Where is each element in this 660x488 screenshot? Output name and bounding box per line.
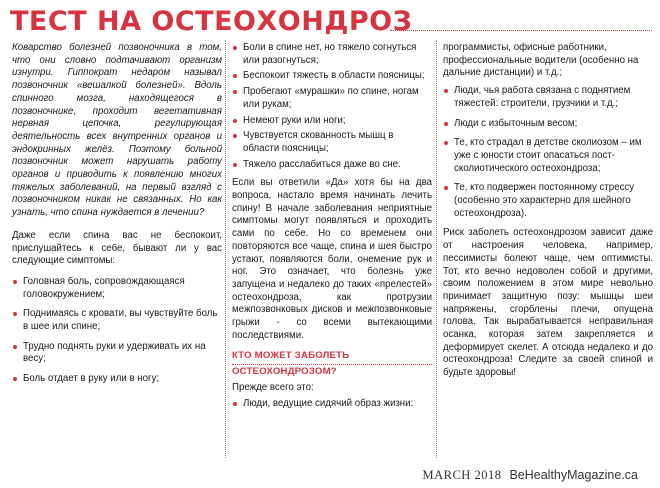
list-item: Люди, чья работа связана с поднятием тяжестей: строители, грузчики и т.д.; <box>443 85 653 110</box>
list-item: Головная боль, сопровождающаяся головокружением; <box>12 276 222 301</box>
list-item: Трудно поднять руки и удерживать их на весу; <box>12 341 222 366</box>
subheading-line-2: ОСТЕОХОНДРОЗОМ? <box>232 365 337 377</box>
section-subheading <box>232 350 432 378</box>
list-item: Те, кто страдал в детстве сколиозом – им уже с юности стоит опасаться пост-сколиотического остеохондроза; <box>443 137 653 175</box>
magazine-site: BeHealthyMagazine.ca <box>509 468 638 482</box>
issue-date: MARCH 2018 <box>422 468 502 482</box>
list-item: Боль отдает в руку или в ногу; <box>12 373 222 386</box>
title-divider <box>390 30 652 31</box>
list-item: Пробегают «мурашки» по спине, ногам или рукам; <box>232 86 432 111</box>
subheading-line-1: КТО МОЖЕТ ЗАБОЛЕТЬ <box>232 350 432 365</box>
symptom-list-2 <box>232 42 432 171</box>
page-title: ТЕСТ НА ОСТЕОХОНДРОЗ <box>10 6 413 37</box>
column-2 <box>232 42 432 418</box>
column-divider-2 <box>436 40 437 458</box>
column-divider-1 <box>225 40 226 458</box>
list-item: Поднимаясь с кровати, вы чувствуйте боль в шее или спине; <box>12 308 222 333</box>
symptom-list-1 <box>12 276 222 386</box>
list-item: Чувствуется скованность мышц в области поясницы; <box>232 130 432 155</box>
list-item: Беспокоит тяжесть в области поясницы; <box>232 70 432 83</box>
list-item: Люди с избыточным весом; <box>443 118 653 131</box>
symptoms-lead: Даже если спина вас не беспокоит, прислушайтесь к себе, бывают ли у вас следующие симптомы: <box>12 229 222 267</box>
risk-paragraph: Риск заболеть остеохондрозом зависит даже от настроения человека, например, пессимисты болеют чаще, чем оптимисты. Тот, кто вечно недоволен собой и другими, своим положением в этом мире невольно принимает защитную позу: мышцы шеи напряжены, сгорблены плечи, опущена голова. Так вырабатывается неправильная осанка, которая затем закрепляется и деформирует скелет. А отсюда недалеко и до остеохондроза! Следите за своей спиной и будьте здоровы! <box>443 227 653 379</box>
page-footer <box>422 468 638 483</box>
risk-list <box>443 85 653 220</box>
column-3 <box>443 42 653 388</box>
diagnosis-paragraph: Если вы ответили «Да» хотя бы на два вопроса, настало время начинать лечить спину! В начале заболевания неприятные симптомы могут появляться и проходить сами по себе. Но со временем они повторяются все чаще, спина и шея быстро устают, появляются боли, онемение рук и ног. Это означает, что болезнь уже запущена и недалеко до таких «прелестей» остеохондроза, как протрузии межпозвонковых дисков и межпозвонковые грыжи - со всеми вытекающими последствиями. <box>232 177 432 341</box>
intro-paragraph: Коварство болезней позвоночника в том, что они словно подтачивают организм изнутри. Гиппократ недаром называл позвоночник «вешалкой болезней». Вдоль спинного мозга, находящегося в позвоночнике, проходит вегетативная нервная цепочка, регулирующая деятельность всех внутренних органов и эндокринных желёз. Поэтому больной позвоночник может нарушать работу органов и приводить к появлению многих тяжелых заболеваний, на первый взгляд с позвоночником никак не связанных. Но как узнать, что спина нуждается в лечении? <box>12 42 222 219</box>
risk-list-start <box>232 398 432 411</box>
list-item: Тяжело расслабиться даже во сне. <box>232 159 432 172</box>
risk-lead: Прежде всего это: <box>232 382 314 394</box>
list-item: Те, кто подвержен постоянному стрессу (особенно это характерно для шейного остеохондроза). <box>443 182 653 220</box>
list-item: Боли в спине нет, но тяжело согнуться или разогнуться; <box>232 42 432 67</box>
list-continuation: программисты, офисные работники, профессиональные водители (особенно на дальние дистанции) и т.д.; <box>443 42 639 79</box>
column-1 <box>12 42 222 393</box>
list-item: Немеют руки или ноги; <box>232 115 432 128</box>
list-item: Люди, ведущие сидячий образ жизни: <box>232 398 432 411</box>
